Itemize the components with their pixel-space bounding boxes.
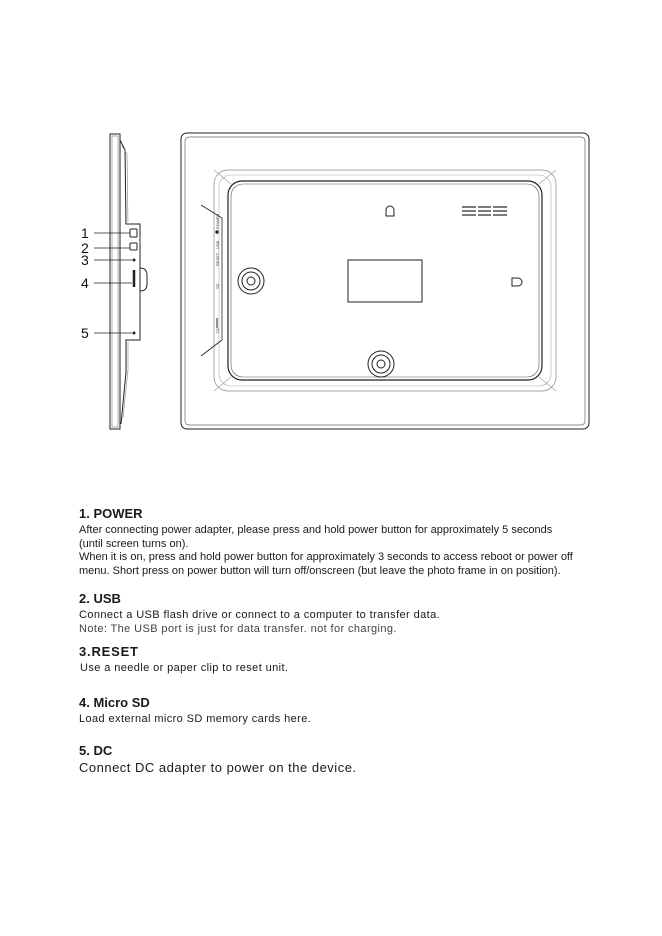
port-label-sd: SD xyxy=(215,283,220,289)
body-line: When it is on, press and hold power button for approximately 3 seconds to access reboot or power off xyxy=(79,551,573,563)
section-micro-sd xyxy=(79,695,599,727)
callout-5: 5 xyxy=(81,325,89,341)
section-body xyxy=(79,609,599,636)
section-body xyxy=(79,524,599,578)
callout-2: 2 xyxy=(81,240,89,256)
port-label-dc: DC xyxy=(215,327,220,333)
section-title: 5. DC xyxy=(79,743,113,758)
usb-note: Note: The USB port is just for data transfer. not for charging. xyxy=(79,622,397,635)
body-line: menu. Short press on power button will turn off/onscreen (but leave the photo frame in on position). xyxy=(79,564,561,577)
body-line: (until screen turns on). xyxy=(79,537,189,550)
section-title: 3.RESET xyxy=(79,644,139,659)
section-title: 1. POWER xyxy=(79,506,143,521)
section-body xyxy=(79,662,599,676)
section-reset xyxy=(79,644,599,676)
section-body xyxy=(79,713,599,727)
section-title: 2. USB xyxy=(79,591,121,606)
callout-4: 4 xyxy=(81,275,89,291)
port-label-reset: RESET xyxy=(215,252,220,266)
callout-1: 1 xyxy=(81,225,89,241)
body-line: Connect DC adapter to power on the device. xyxy=(79,760,357,775)
callout-lines xyxy=(94,233,132,333)
section-title: 4. Micro SD xyxy=(79,695,150,710)
body-line: After connecting power adapter, please press and hold power button for approximately 5 seconds xyxy=(79,524,553,536)
section-usb xyxy=(79,591,599,636)
body-line: Connect a USB flash drive or connect to a computer to transfer data. xyxy=(79,609,441,621)
body-line: Load external micro SD memory cards here. xyxy=(79,713,312,725)
section-dc xyxy=(79,743,599,775)
rear-view xyxy=(181,133,589,429)
section-body xyxy=(79,761,599,775)
body-line: Use a needle or paper clip to reset unit. xyxy=(80,662,289,674)
side-view xyxy=(110,134,147,429)
section-power xyxy=(79,506,599,578)
port-label-usb: USB xyxy=(215,240,220,249)
callout-3: 3 xyxy=(81,252,89,268)
port-label-power: POWER xyxy=(215,213,220,229)
